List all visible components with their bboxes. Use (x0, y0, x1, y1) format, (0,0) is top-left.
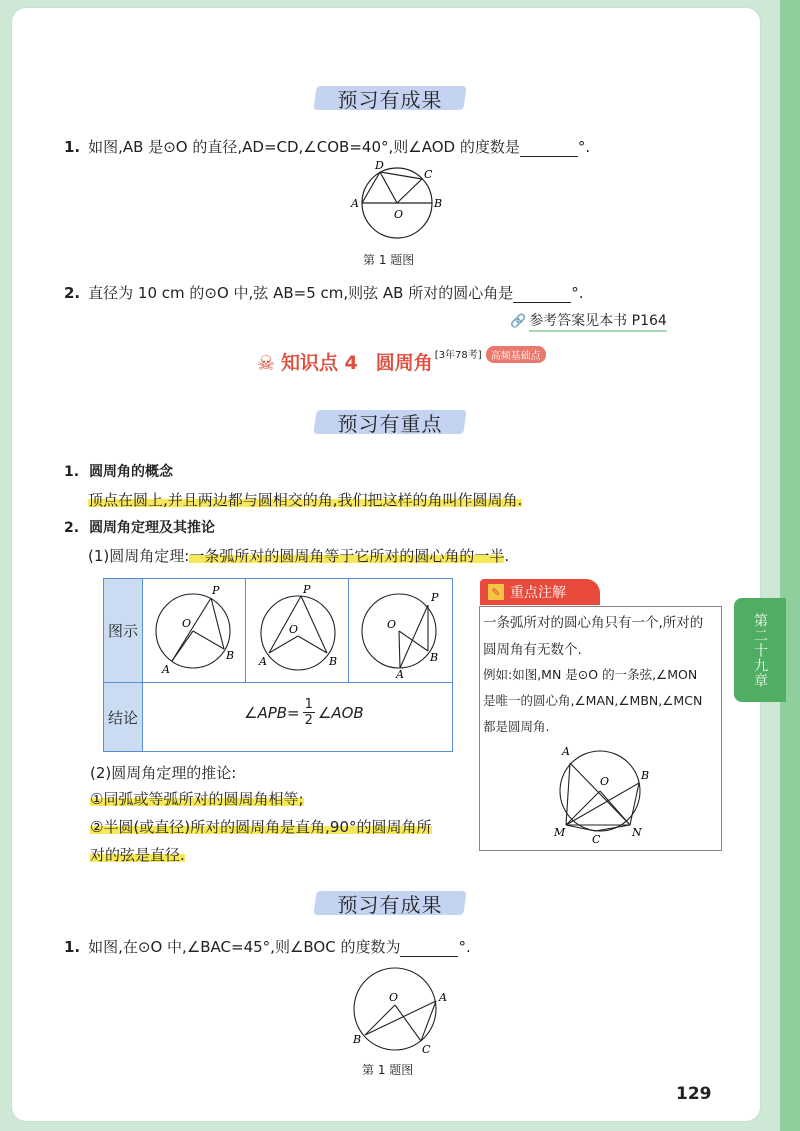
svg-text:M: M (554, 826, 566, 839)
figure-center-inside (146, 581, 244, 679)
note-tab: ✎ 重点注解 (480, 579, 600, 605)
figure-caption-2: 第 1 题图 (362, 1063, 414, 1077)
svg-text:O: O (387, 618, 397, 631)
answer-reference: 🔗 参考答案见本书 P164 (510, 310, 667, 332)
svg-text:B: B (430, 651, 439, 664)
section-banner-results: 预习有成果 (315, 80, 465, 116)
conclusion-formula: ∠APB= $\frac{1}{2}$ ∠AOB (244, 697, 364, 728)
svg-text:C: C (422, 1043, 431, 1056)
svg-text:B: B (329, 655, 338, 668)
pencil-icon: ✎ (488, 584, 504, 600)
row-label-figures: 图示 (104, 579, 142, 682)
svg-text:A: A (562, 745, 570, 758)
label-D: D (375, 159, 384, 172)
svg-text:O: O (182, 617, 192, 630)
chapter-side-tab[interactable]: 第二十九章 (734, 598, 786, 702)
label-O: O (394, 208, 404, 221)
svg-text:P: P (212, 584, 220, 597)
figure-caption: 第 1 题图 (363, 253, 415, 267)
push-pin-icon: ☠ (257, 351, 275, 375)
question-3: 1. 如图,在⊙O 中,∠BAC=45°,则∠BOC 的度数为 °. (64, 938, 471, 956)
figure-center-on-arc (249, 581, 347, 679)
note-line-2: 圆周角有无数个. (483, 642, 582, 658)
heading-theorem: 2. 圆周角定理及其推论 (64, 520, 216, 536)
corollary-title: (2)圆周角定理的推论: (90, 764, 237, 782)
section-banner-key-points: 预习有重点 (315, 404, 465, 440)
frequency-badge: 高频基础点 (486, 346, 546, 363)
note-line-4: 是唯一的圆心角,∠MAN,∠MBN,∠MCN (483, 693, 703, 708)
knowledge-point-title: ☠ 知识点 4 圆周角 [3年78考] 高频基础点 (257, 346, 546, 375)
svg-text:O: O (289, 623, 299, 636)
question-1: 1. 如图,AB 是⊙O 的直径,AD=CD,∠COB=40°,则∠AOD 的度数是 °. (64, 138, 591, 156)
label-C: C (424, 168, 433, 181)
answer-blank[interactable] (513, 288, 571, 303)
svg-text:A: A (162, 663, 170, 676)
link-icon: 🔗 (510, 313, 527, 329)
concept-text: 顶点在圆上,并且两边都与圆相交的角,我们把这样的角叫作圆周角. (88, 491, 523, 509)
note-figure-circle (550, 743, 650, 845)
corollary-1: ①同弧或等弧所对的圆周角相等; (90, 790, 304, 808)
section-banner-results-2: 预习有成果 (315, 885, 465, 921)
answer-blank[interactable] (520, 142, 578, 157)
svg-text:A: A (259, 655, 267, 668)
svg-text:N: N (632, 826, 642, 839)
theorem-text: (1)圆周角定理:一条弧所对的圆周角等于它所对的圆心角的一半. (88, 547, 510, 565)
theorem-table (103, 578, 453, 752)
svg-text:O: O (600, 775, 610, 788)
figure-q1-circle (342, 158, 452, 243)
page-edge-bar (780, 0, 800, 1131)
svg-text:B: B (353, 1033, 362, 1046)
key-note-box (479, 606, 722, 851)
row-label-conclusion: 结论 (104, 683, 142, 751)
figure-center-outside (352, 581, 450, 679)
label-A: A (351, 197, 359, 210)
svg-text:P: P (431, 591, 439, 604)
svg-text:P: P (303, 583, 311, 596)
heading-concept: 1. 圆周角的概念 (64, 464, 174, 480)
page-number: 129 (676, 1084, 712, 1104)
corollary-2a: ②半圆(或直径)所对的圆周角是直角,90°的圆周角所 (90, 818, 432, 836)
question-2: 2. 直径为 10 cm 的⊙O 中,弦 AB=5 cm,则弦 AB 所对的圆心角是 °. (64, 284, 584, 302)
corollary-2b: 对的弦是直径. (90, 846, 185, 864)
note-line-5: 都是圆周角. (483, 719, 550, 734)
svg-text:A: A (396, 668, 404, 681)
figure-q3-circle (338, 961, 458, 1056)
svg-text:B: B (641, 769, 650, 782)
label-B: B (434, 197, 443, 210)
book-page (12, 8, 768, 1121)
svg-text:C: C (592, 833, 601, 846)
svg-text:B: B (226, 649, 235, 662)
svg-text:A: A (439, 991, 447, 1004)
svg-text:O: O (389, 991, 399, 1004)
answer-blank[interactable] (400, 942, 458, 957)
note-line-1: 一条弧所对的圆心角只有一个,所对的 (483, 615, 704, 631)
note-line-3: 例如:如图,MN 是⊙O 的一条弦,∠MON (483, 667, 698, 682)
